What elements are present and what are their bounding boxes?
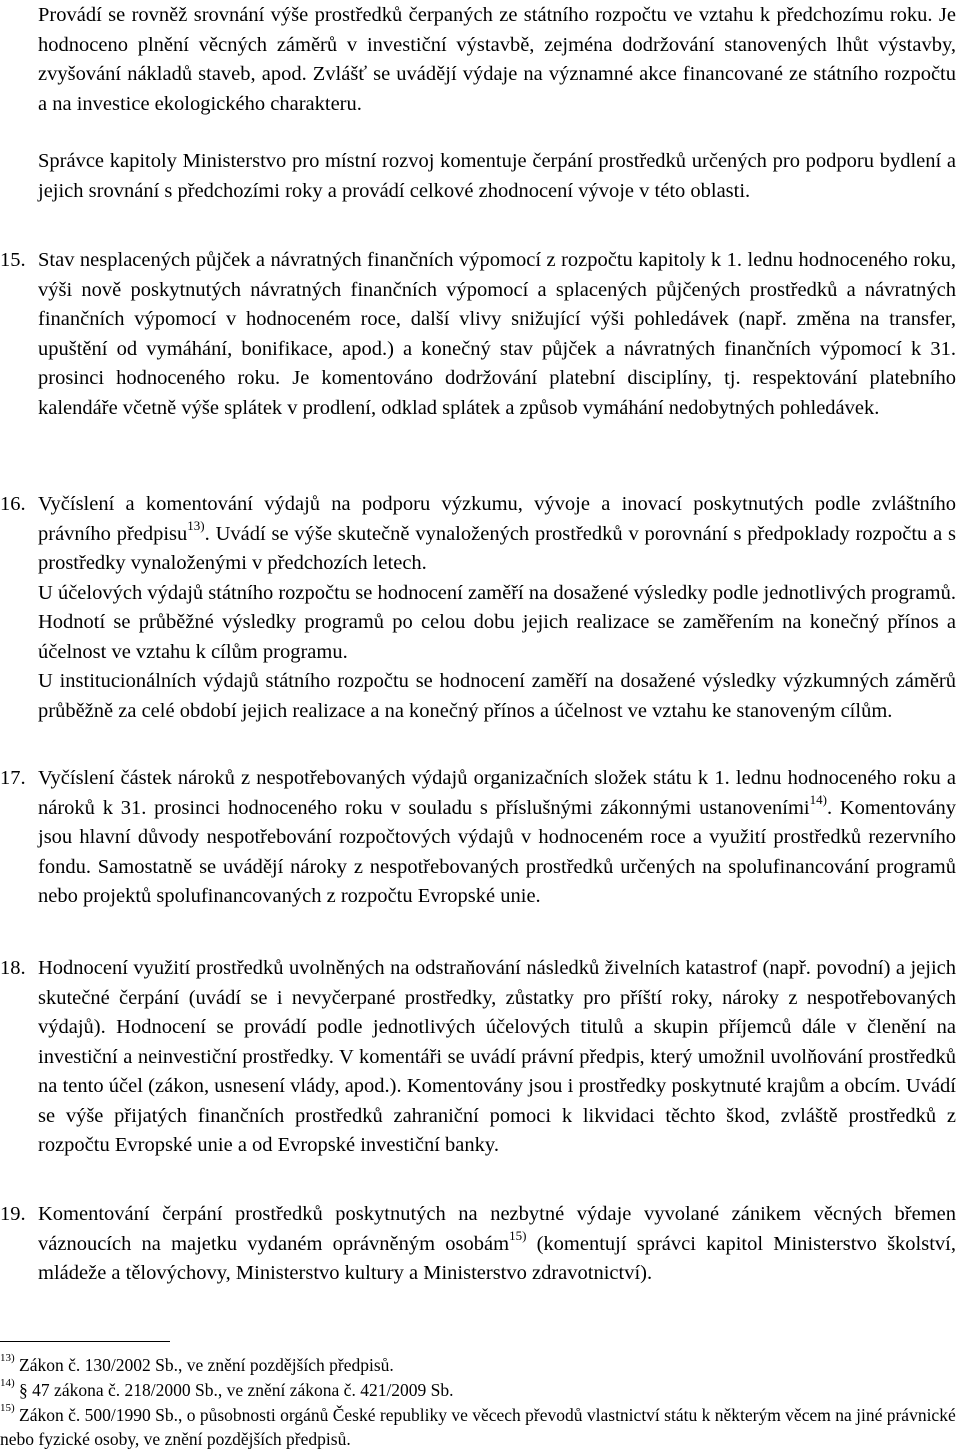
footnote-separator	[0, 1341, 170, 1342]
list-item-paragraph: Vyčíslení a komentování výdajů na podporu výzkumu, vývoje a inovací poskytnutých podle zvláštního právního předpisu$^{13)}$. Uvádí se výše skutečně vynaložených prostředků v porovnání s předpoklady rozpočtu a s prostředky vynaloženými v předchozích letech.	[38, 493, 956, 574]
list-item-number: 16.	[0, 493, 26, 515]
footnote-13	[0, 1354, 956, 1378]
footnote-14	[0, 1379, 956, 1403]
list-item-text: Vyčíslení částek nároků z nespotřebovaných výdajů organizačních složek státu k 1. lednu hodnoceného roku a nároků k 31. prosinci hodnoceného roku v souladu s příslušnými zákonnými ustanoveními$^{14)}$. Komentovány jsou hlavní důvody nespotřebování rozpočtových výdajů v hodnoceném roce a využití prostředků rezervního fondu. Samostatně se uvádějí nároky z nespotřebovaných prostředků určených na spolufinancování programů nebo projektů spolufinancovaných z rozpočtu Evropské unie.	[38, 767, 956, 907]
list-item-text: Stav nesplacených půjček a návratných finančních výpomocí z rozpočtu kapitoly k 1. lednu hodnoceného roku, výši nově poskytnutých návratných finančních výpomocí a splacených půjčených prostředků a návratných finančních výpomocí v hodnoceném roce, další vlivy snižující výši pohledávek (např. změna na transfer, upuštění od vymáhání, bonifikace, apod.) a konečný stav půjček a návratných finančních výpomocí k 31. prosinci hodnoceného roku. Je komentováno dodržování platební disciplíny, tj. respektování platebního kalendáře včetně výše splátek v prodlení, odklad splátek a způsob vymáhání nedobytných pohledávek.	[38, 249, 956, 419]
footnote-15	[0, 1404, 956, 1451]
list-item-text	[38, 490, 956, 726]
list-item-paragraph: U institucionálních výdajů státního rozpočtu se hodnocení zaměří na dosažené výsledky výzkumných záměrů průběžně za celé období jejich realizace a na konečný přínos a účelnost ve vztahu ke stanoveným cílům.	[38, 670, 956, 722]
intro-paragraph-2: Správce kapitoly Ministerstvo pro místní rozvoj komentuje čerpání prostředků určených pro podporu bydlení a jejich srovnání s předchozími roky a provádí celkové zhodnocení vývoje v této oblasti.	[38, 150, 956, 202]
list-item-paragraph: U účelových výdajů státního rozpočtu se hodnocení zaměří na dosažené výsledky podle jednotlivých programů. Hodnotí se průběžné výsledky programů po celou dobu jejich realizace se zaměřením na konečný přínos a účelnost ve vztahu k cílům programu.	[38, 581, 956, 663]
footnote-mark: 13)	[0, 1352, 15, 1365]
list-item-number: 15.	[0, 249, 26, 271]
footnote-mark: 15)	[0, 1402, 15, 1415]
footnote-ref-14[interactable]: 14)	[809, 791, 827, 807]
list-item-text: Hodnocení využití prostředků uvolněných na odstraňování následků živelních katastrof (např. povodní) a jejich skutečné čerpání (uvádí se i nevyčerpané prostředky, zůstatky pro příští roky, nároky z nespotřebovaných výdajů). Hodnocení se provádí podle jednotlivých účelových titulů a skupin příjemců dále v členění na investiční a neinvestiční prostředky. V komentáři se uvádí právní předpis, který umožnil uvolňování prostředků na tento účel (zákon, usnesení vlády, apod.). Komentovány jsou i prostředky poskytnuté krajům a obcím. Uvádí se výše přijatých finančních prostředků zahraniční pomoci k likvidaci těchto škod, zvláště prostředků z rozpočtu Evropské unie a od Evropské investiční banky.	[38, 957, 956, 1156]
intro-paragraph-1: Provádí se rovněž srovnání výše prostředků čerpaných ze státního rozpočtu ve vztahu k předchozímu roku. Je hodnoceno plnění věcných záměrů v investiční výstavbě, zejména dodržování stanovených lhůt výstavby, zvyšování nákladů staveb, apod. Zvlášť se uvádějí výdaje na významné akce financované ze státního rozpočtu a na investice ekologického charakteru.	[38, 4, 956, 115]
footnote-text: Zákon č. 130/2002 Sb., ve znění pozdějších předpisů.	[19, 1355, 394, 1375]
footnote-text: Zákon č. 500/1990 Sb., o působnosti orgánů České republiky ve věcech převodů vlastnictví státu k některým věcem na jiné právnické nebo fyzické osoby, ve znění pozdějších předpisů.	[0, 1405, 956, 1449]
list-item-number: 18.	[0, 957, 26, 979]
footnote-text: § 47 zákona č. 218/2000 Sb., ve znění zákona č. 421/2009 Sb.	[19, 1380, 454, 1400]
footnote-mark: 14)	[0, 1377, 15, 1390]
footnote-ref-15[interactable]: 15)	[509, 1227, 527, 1243]
list-item-number: 17.	[0, 767, 26, 789]
list-item-text: Komentování čerpání prostředků poskytnutých na nezbytné výdaje vyvolané zánikem věcných břemen váznoucích na majetku vydaném oprávněným osobám$^{15)}$ (komentují správci kapitol Ministerstvo školství, mládeže a tělovýchovy, Ministerstvo kultury a Ministerstvo zdravotnictví).	[38, 1203, 956, 1284]
list-item-number: 19.	[0, 1203, 26, 1225]
footnote-ref-13[interactable]: 13)	[187, 517, 205, 533]
